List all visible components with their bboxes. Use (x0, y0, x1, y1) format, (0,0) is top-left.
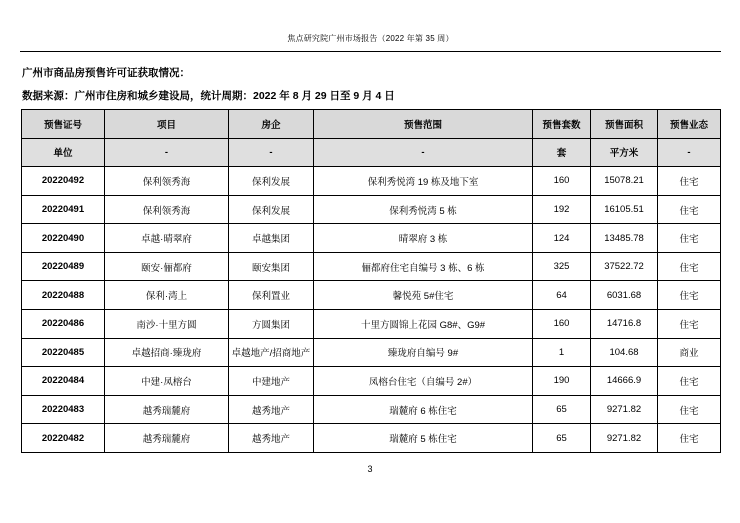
column-header-permit-no: 预售证号 (22, 110, 105, 139)
cell-scope: 馨悦苑 5#住宅 (314, 281, 533, 310)
cell-area: 16105.51 (591, 195, 658, 224)
presale-permit-table (21, 109, 721, 453)
cell-type: 住宅 (658, 310, 721, 339)
cell-project: 卓越招商·臻珑府 (105, 338, 229, 367)
table-row (22, 281, 721, 310)
cell-scope: 臻珑府自编号 9# (314, 338, 533, 367)
cell-type: 住宅 (658, 252, 721, 281)
cell-developer: 方圆集团 (229, 310, 314, 339)
cell-scope: 保利秀悦湾 5 栋 (314, 195, 533, 224)
column-header-area: 预售面积 (591, 110, 658, 139)
cell-area: 14716.8 (591, 310, 658, 339)
table-row (22, 195, 721, 224)
cell-permit-no: 20220491 (22, 195, 105, 224)
table-row (22, 167, 721, 196)
cell-permit-no: 20220485 (22, 338, 105, 367)
table-row (22, 224, 721, 253)
cell-unit-count: 65 (533, 424, 591, 453)
cell-project: 保利领秀海 (105, 167, 229, 196)
cell-developer: 保利发展 (229, 167, 314, 196)
cell-scope: 瑞麓府 6 栋住宅 (314, 395, 533, 424)
cell-scope: 瑞麓府 5 栋住宅 (314, 424, 533, 453)
cell-unit-count: 64 (533, 281, 591, 310)
table-body (22, 167, 721, 453)
table-row (22, 395, 721, 424)
cell-unit-count: 124 (533, 224, 591, 253)
cell-area: 9271.82 (591, 395, 658, 424)
cell-developer: 中建地产 (229, 367, 314, 396)
cell-unit-count: 1 (533, 338, 591, 367)
unit-cell-area: 平方米 (591, 138, 658, 167)
column-header-scope: 预售范围 (314, 110, 533, 139)
cell-developer: 卓越地产/招商地产 (229, 338, 314, 367)
cell-scope: 凤榕台住宅（自编号 2#） (314, 367, 533, 396)
cell-permit-no: 20220488 (22, 281, 105, 310)
cell-project: 越秀瑞麓府 (105, 395, 229, 424)
table-row (22, 310, 721, 339)
cell-unit-count: 192 (533, 195, 591, 224)
cell-permit-no: 20220486 (22, 310, 105, 339)
table-row (22, 338, 721, 367)
cell-permit-no: 20220490 (22, 224, 105, 253)
cell-project: 越秀瑞麓府 (105, 424, 229, 453)
table-row (22, 252, 721, 281)
cell-type: 住宅 (658, 424, 721, 453)
report-header-text: 焦点研究院广州市场报告（2022 年第 35 周） (287, 34, 454, 43)
unit-cell-unit-count: 套 (533, 138, 591, 167)
unit-cell-scope: - (314, 138, 533, 167)
cell-type: 住宅 (658, 281, 721, 310)
cell-area: 37522.72 (591, 252, 658, 281)
table-row (22, 424, 721, 453)
cell-area: 14666.9 (591, 367, 658, 396)
cell-type: 住宅 (658, 224, 721, 253)
cell-type: 住宅 (658, 167, 721, 196)
cell-area: 13485.78 (591, 224, 658, 253)
cell-area: 9271.82 (591, 424, 658, 453)
cell-permit-no: 20220489 (22, 252, 105, 281)
cell-project: 卓越·晴翠府 (105, 224, 229, 253)
cell-permit-no: 20220484 (22, 367, 105, 396)
cell-developer: 越秀地产 (229, 424, 314, 453)
cell-scope: 晴翠府 3 栋 (314, 224, 533, 253)
column-header-row (22, 110, 721, 139)
cell-scope: 保利秀悦湾 19 栋及地下室 (314, 167, 533, 196)
cell-type: 住宅 (658, 195, 721, 224)
cell-project: 保利·湾上 (105, 281, 229, 310)
report-header (20, 33, 721, 52)
page-number: 3 (367, 464, 373, 474)
cell-area: 15078.21 (591, 167, 658, 196)
cell-project: 颐安·俪都府 (105, 252, 229, 281)
cell-developer: 卓越集团 (229, 224, 314, 253)
cell-type: 商业 (658, 338, 721, 367)
cell-unit-count: 65 (533, 395, 591, 424)
column-header-project: 项目 (105, 110, 229, 139)
cell-project: 南沙·十里方圆 (105, 310, 229, 339)
page-title: 广州市商品房预售许可证获取情况： (22, 67, 190, 79)
cell-scope: 十里方圆锦上花园 G8#、G9# (314, 310, 533, 339)
unit-cell-developer: - (229, 138, 314, 167)
cell-developer: 越秀地产 (229, 395, 314, 424)
cell-developer: 保利置业 (229, 281, 314, 310)
table-row (22, 367, 721, 396)
data-source-line: 数据来源：广州市住房和城乡建设局，统计周期：2022 年 8 月 29 日至 9 月 4 日 (22, 90, 395, 102)
column-header-type: 预售业态 (658, 110, 721, 139)
cell-unit-count: 160 (533, 310, 591, 339)
unit-row (22, 138, 721, 167)
table-head (22, 110, 721, 167)
cell-unit-count: 190 (533, 367, 591, 396)
cell-type: 住宅 (658, 395, 721, 424)
unit-cell-project: - (105, 138, 229, 167)
cell-permit-no: 20220483 (22, 395, 105, 424)
unit-cell-type: - (658, 138, 721, 167)
cell-developer: 颐安集团 (229, 252, 314, 281)
unit-cell-permit-no: 单位 (22, 138, 105, 167)
cell-developer: 保利发展 (229, 195, 314, 224)
cell-permit-no: 20220492 (22, 167, 105, 196)
cell-area: 104.68 (591, 338, 658, 367)
cell-area: 6031.68 (591, 281, 658, 310)
cell-unit-count: 160 (533, 167, 591, 196)
cell-type: 住宅 (658, 367, 721, 396)
cell-permit-no: 20220482 (22, 424, 105, 453)
cell-unit-count: 325 (533, 252, 591, 281)
cell-project: 保利领秀海 (105, 195, 229, 224)
cell-scope: 俪都府住宅自编号 3 栋、6 栋 (314, 252, 533, 281)
column-header-unit-count: 预售套数 (533, 110, 591, 139)
cell-project: 中建·凤榕台 (105, 367, 229, 396)
column-header-developer: 房企 (229, 110, 314, 139)
